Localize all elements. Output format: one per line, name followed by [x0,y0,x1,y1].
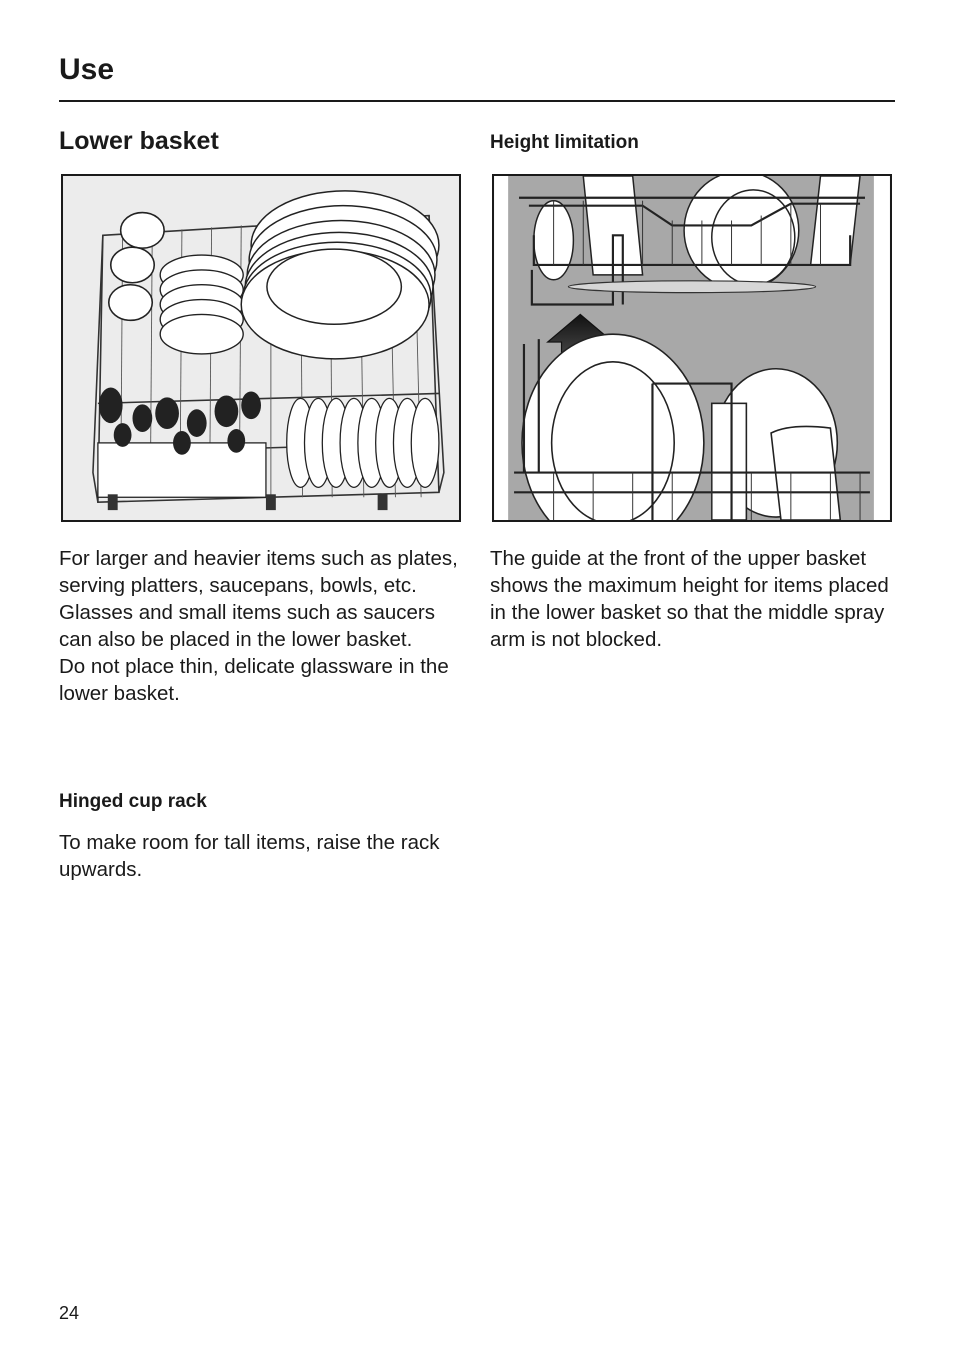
lower-basket-paragraph [59,545,469,707]
section-heading-lower-basket: Lower basket [59,127,219,155]
lower-basket-illustration [61,174,461,522]
paragraph-line-3: Do not place thin, delicate glassware in the lower basket. [59,655,449,705]
subheading-hinged-cup-rack: Hinged cup rack [59,791,207,812]
height-limitation-illustration [492,174,892,522]
hinged-cup-rack-paragraph: To make room for tall items, raise the rack upwards. [59,831,440,881]
subheading-height-limitation: Height limitation [490,132,639,153]
paragraph-line-1: For larger and heavier items such as plates, serving platters, saucepans, bowls, etc. [59,547,458,597]
height-limitation-paragraph: The guide at the front of the upper basket shows the maximum height for items placed in the lower basket so that the middle spray arm is not blocked. [490,547,889,651]
height-limitation-drawing [494,176,890,520]
page-header [59,52,895,102]
page-title: Use [59,53,115,86]
lower-basket-drawing [63,176,459,520]
page-number: 24 [59,1303,80,1323]
paragraph-line-2: Glasses and small items such as saucers can also be placed in the lower basket. [59,601,435,651]
